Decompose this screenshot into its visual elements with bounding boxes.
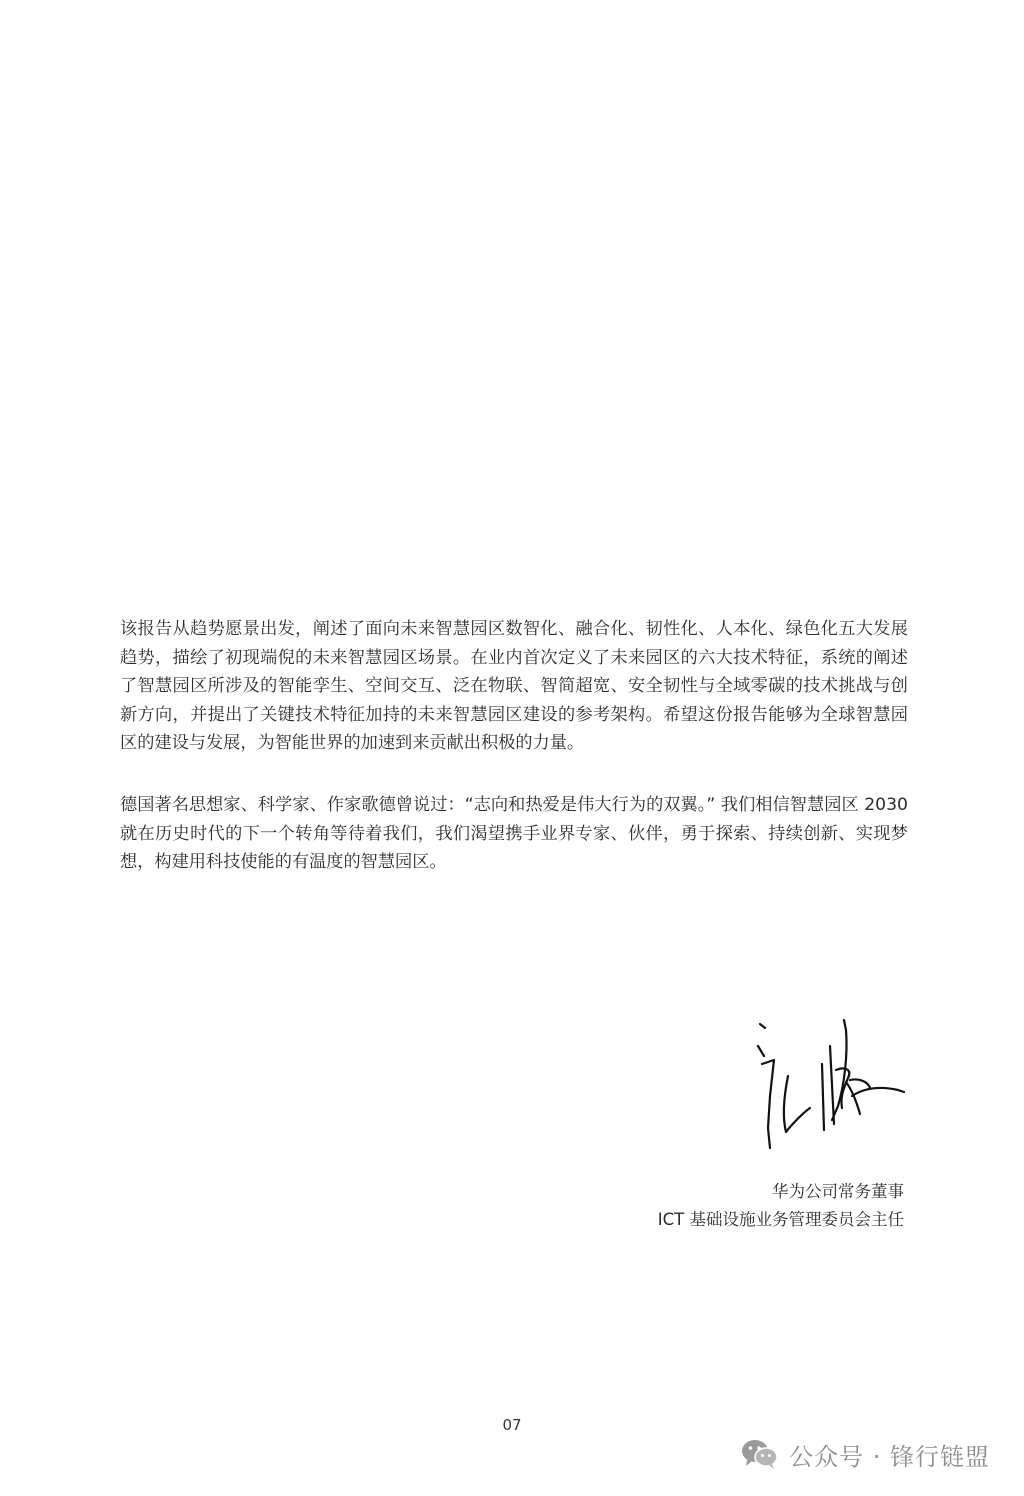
body-paragraph-2: 德国著名思想家、科学家、作家歌德曾说过：“志向和热爱是伟大行为的双翼。” 我们相信智慧园区 2030 就在历史时代的下一个转角等待着我们，我们渴望携手业界专家、伙伴，勇于探索、持续创新、实现梦想，构建用科技使能的有温度的智慧园区。 bbox=[120, 795, 908, 873]
page-number: 07 bbox=[502, 1416, 522, 1434]
handwritten-signature bbox=[748, 1016, 908, 1166]
body-paragraph-1: 该报告从趋势愿景出发，阐述了面向未来智慧园区数智化、融合化、韧性化、人本化、绿色化五大发展趋势，描绘了初现端倪的未来智慧园区场景。在业内首次定义了未来园区的六大技术特征，系统的阐述了智慧园区所涉及的智能孪生、空间交互、泛在物联、智简超宽、安全韧性与全域零碳的技术挑战与创新方向，并提出了关键技术特征加持的未来智慧园区建设的参考架构。希望这份报告能够为全球智慧园区的建设与发展，为智能世界的加速到来贡献出积极的力量。 bbox=[120, 619, 908, 754]
signature-title-block bbox=[658, 1178, 904, 1234]
watermark-text: 公众号 · 锋行链盟 bbox=[789, 1442, 990, 1471]
signer-title-line-1: 华为公司常务董事 bbox=[772, 1182, 904, 1201]
signer-title-line-2: ICT 基础设施业务管理委员会主任 bbox=[657, 1210, 904, 1229]
wechat-icon bbox=[741, 1438, 779, 1470]
watermark bbox=[741, 1434, 990, 1474]
